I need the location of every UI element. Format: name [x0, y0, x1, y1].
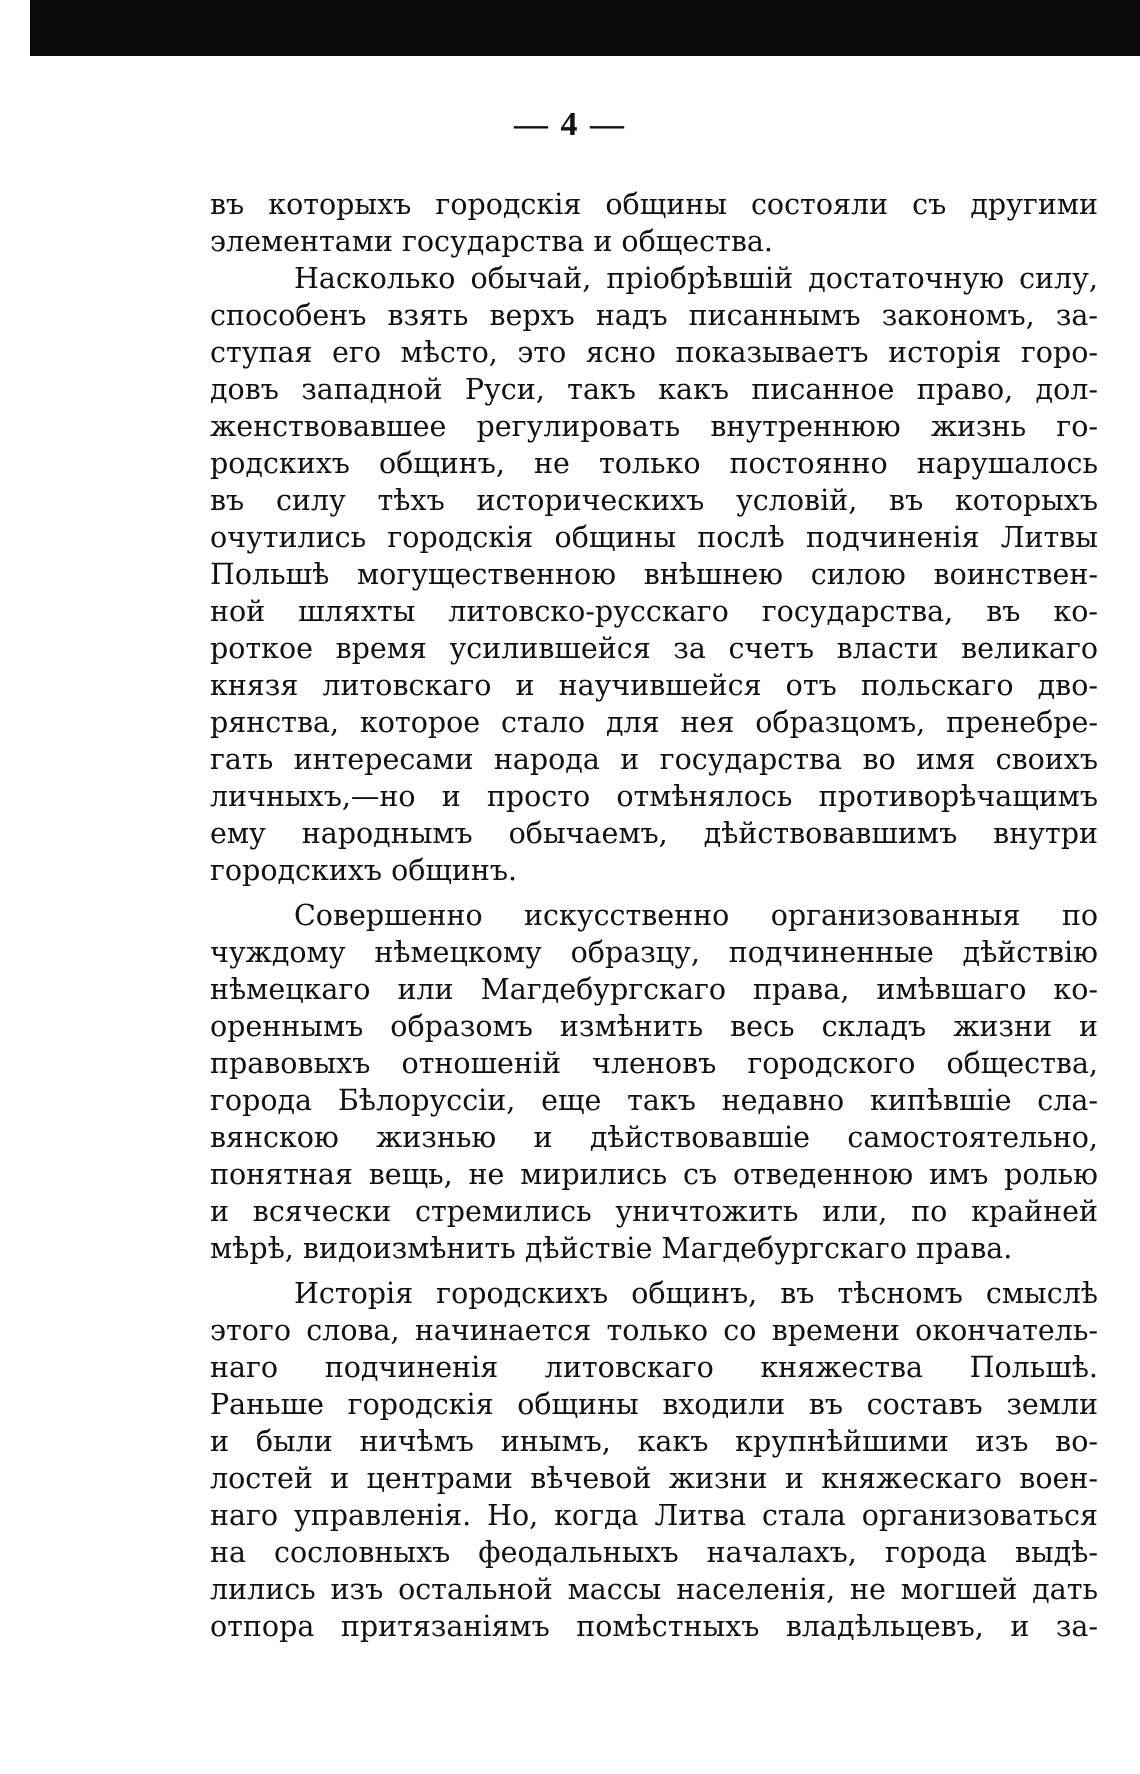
text-line: элементами государства и общества. — [210, 225, 773, 258]
text-line: Раньше городскія общины входили въ составъ земли — [210, 1388, 1098, 1421]
text-line: въ которыхъ городскія общины состояли съ другими — [210, 188, 1098, 221]
text-line: наго управленія. Но, когда Литва стала организоваться — [210, 1499, 1098, 1532]
text-line: ему народнымъ обычаемъ, дѣйствовавшимъ внутри — [210, 817, 1098, 850]
text-line: очутились городскія общины послѣ подчиненія Литвы — [210, 521, 1098, 554]
paragraph — [210, 186, 1098, 260]
paragraph-gap — [210, 1267, 1098, 1275]
text-line: лились изъ остальной массы населенія, не могшей дать — [210, 1573, 1098, 1606]
text-line: городскихъ общинъ. — [210, 854, 518, 887]
text-line: Польшѣ могущественною внѣшнею силою воинствен- — [210, 558, 1098, 591]
text-line: вянскою жизнью и дѣйствовавшіе самостоятельно, — [210, 1121, 1098, 1154]
text-line: личныхъ,—но и просто отмѣнялось противорѣчащимъ — [210, 780, 1098, 813]
scan-edge-bar — [30, 0, 1140, 56]
text-line: нѣмецкаго или Магдебургскаго права, имѣвшаго ко- — [210, 973, 1098, 1006]
text-line: способенъ взять верхъ надъ писаннымъ закономъ, за- — [210, 299, 1098, 332]
body-text — [210, 186, 1098, 1645]
text-line: роткое время усилившейся за счетъ власти великаго — [210, 632, 1098, 665]
paragraph-gap — [210, 889, 1098, 897]
text-line: этого слова, начинается только со времени окончатель- — [210, 1314, 1098, 1347]
text-line: женствовавшее регулировать внутреннюю жизнь го- — [210, 410, 1098, 443]
paragraph — [210, 260, 1098, 889]
text-line: Совершенно искусственно организованныя по — [294, 899, 1098, 932]
text-line: ореннымъ образомъ измѣнить весь складъ жизни и — [210, 1010, 1098, 1043]
text-line: Насколько обычай, пріобрѣвшій достаточную силу, — [294, 262, 1098, 295]
text-line: довъ западной Руси, такъ какъ писанное право, дол- — [210, 373, 1098, 406]
text-line: ступая его мѣсто, это ясно показываетъ исторія горо- — [210, 336, 1098, 369]
text-line: рянства, которое стало для нея образцомъ, пренебре- — [210, 706, 1098, 739]
text-line: и всячески стремились уничтожить или, по крайней — [210, 1195, 1098, 1228]
text-line: въ силу тѣхъ историческихъ условій, въ которыхъ — [210, 484, 1098, 517]
text-line: правовыхъ отношеній членовъ городского общества, — [210, 1047, 1098, 1080]
text-line: на сословныхъ феодальныхъ началахъ, города выдѣ- — [210, 1536, 1098, 1569]
text-line: и были ничѣмъ инымъ, какъ крупнѣйшими изъ во- — [210, 1425, 1098, 1458]
text-line: гать интересами народа и государства во имя своихъ — [210, 743, 1098, 776]
page-number-header: — 4 — — [514, 106, 626, 143]
text-line: наго подчиненія литовскаго княжества Польшѣ. — [210, 1351, 1098, 1384]
text-line: родскихъ общинъ, не только постоянно нарушалось — [210, 447, 1098, 480]
text-line: лостей и центрами вѣчевой жизни и княжескаго воен- — [210, 1462, 1098, 1495]
text-line: мѣрѣ, видоизмѣнить дѣйствіе Магдебургскаго права. — [210, 1232, 1013, 1265]
text-line: города Бѣлоруссіи, еще такъ недавно кипѣвшіе сла- — [210, 1084, 1098, 1117]
paragraph — [210, 1275, 1098, 1645]
text-line: чуждому нѣмецкому образцу, подчиненные дѣйствію — [210, 936, 1098, 969]
text-line: отпора притязаніямъ помѣстныхъ владѣльцевъ, и за- — [210, 1610, 1098, 1643]
text-line: князя литовскаго и научившейся отъ польскаго дво- — [210, 669, 1098, 702]
text-line: понятная вещь, не мирились съ отведенною имъ ролью — [210, 1158, 1098, 1191]
text-line: ной шляхты литовско-русскаго государства, въ ко- — [210, 595, 1098, 628]
text-line: Исторія городскихъ общинъ, въ тѣсномъ смыслѣ — [294, 1277, 1098, 1310]
paragraph — [210, 897, 1098, 1267]
